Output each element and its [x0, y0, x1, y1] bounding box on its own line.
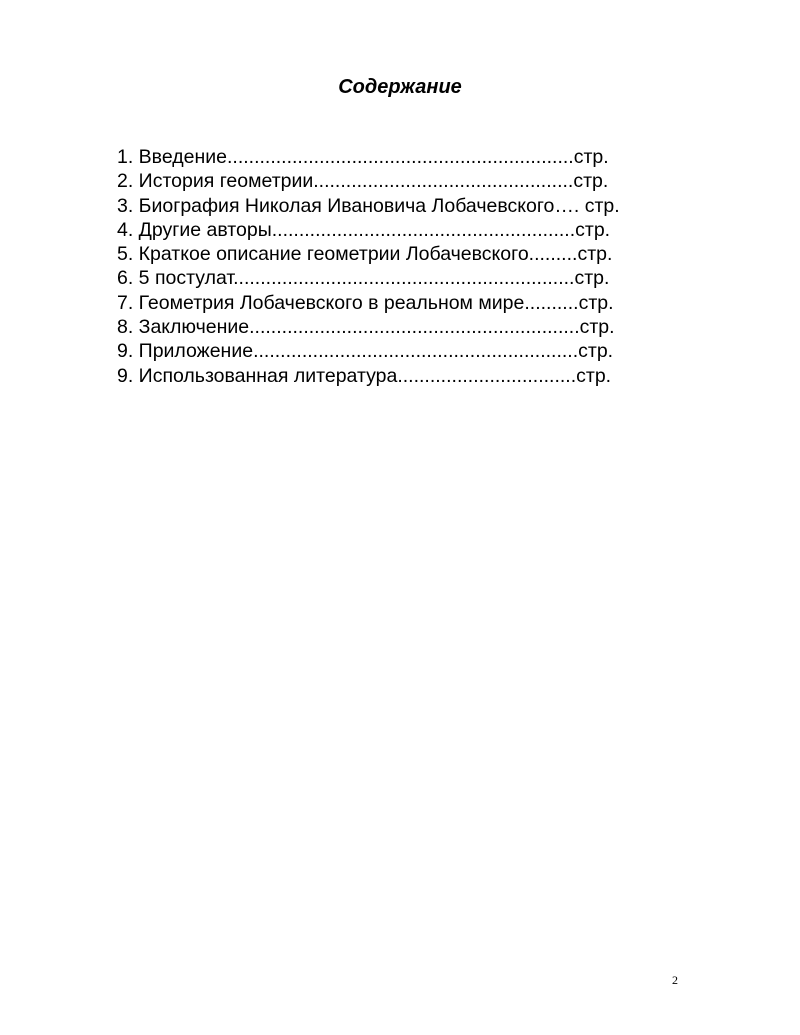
toc-item-label: 7. Геометрия Лобачевского в реальном мире — [117, 291, 525, 314]
toc-item-page: стр. — [573, 146, 609, 168]
toc-item-leader: ................................................................ — [226, 146, 574, 168]
toc-item-label: 9. Приложение — [117, 340, 254, 363]
toc-item-page: стр. — [584, 194, 620, 217]
toc-item-label: 4. Другие авторы — [117, 218, 272, 241]
toc-item-page: стр. — [574, 267, 610, 290]
toc-item — [117, 266, 657, 290]
page-title: Содержание — [338, 76, 462, 98]
toc-item-leader: ............................................................... — [233, 267, 575, 290]
toc-item-page: стр. — [573, 170, 609, 193]
toc-item — [117, 242, 657, 266]
toc-item-leader: ........................................................ — [271, 218, 576, 241]
toc-item-leader: ................................................ — [313, 170, 574, 193]
toc-item-page: стр. — [578, 340, 614, 363]
toc-item — [117, 218, 657, 242]
toc-item-leader: .......... — [524, 291, 579, 314]
toc-item — [117, 291, 657, 315]
toc-item-leader: ............................................................. — [249, 316, 580, 339]
toc-item-leader: ................................. — [397, 364, 577, 387]
page-number: 2 — [672, 973, 678, 987]
toc-item-page: стр. — [578, 291, 614, 314]
toc-item — [117, 364, 657, 388]
toc-item — [117, 145, 657, 169]
toc-item-label: 8. Заключение — [117, 316, 250, 339]
toc-item — [117, 169, 657, 193]
toc-item-label: 6. 5 постулат — [117, 267, 234, 290]
table-of-contents — [117, 145, 657, 388]
toc-item — [117, 339, 657, 363]
toc-item-page: стр. — [577, 243, 613, 266]
toc-item-label: 2. История геометрии — [117, 170, 314, 193]
toc-item-page: стр. — [579, 316, 615, 339]
toc-item-label: 3. Биография Николая Ивановича Лобачевского — [117, 194, 555, 217]
toc-item-label: 1. Введение — [117, 146, 227, 168]
toc-item-page: стр. — [575, 218, 611, 241]
toc-item-leader: ............................................................ — [253, 340, 579, 363]
toc-item-label: 9. Использованная литература — [117, 364, 398, 387]
toc-item-leader: …. — [554, 194, 585, 217]
toc-item — [117, 194, 657, 218]
toc-item-label: 5. Краткое описание геометрии Лобачевского — [117, 243, 529, 266]
toc-item — [117, 315, 657, 339]
toc-item-page: стр. — [576, 364, 612, 387]
toc-item-leader: ......... — [528, 243, 578, 266]
